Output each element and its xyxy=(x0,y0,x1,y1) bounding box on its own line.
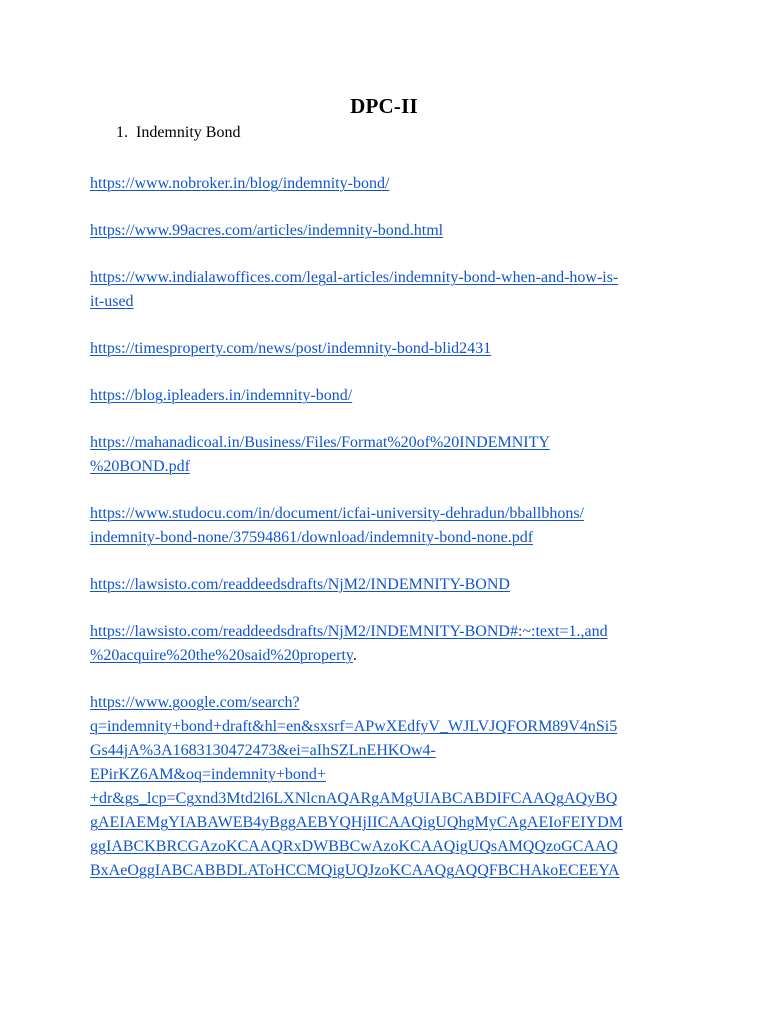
hyperlink[interactable]: https://www.99acres.com/articles/indemnity-bond.html xyxy=(90,222,444,239)
hyperlink[interactable]: Gs44jA%3A1683130472473&ei=aIhSZLnEHKOw4- xyxy=(90,742,436,759)
hyperlink[interactable]: EPirKZ6AM&oq=indemnity+bond+ xyxy=(90,766,326,783)
link-line xyxy=(90,337,690,361)
link-block xyxy=(90,219,690,243)
link-line xyxy=(90,787,690,811)
hyperlink[interactable]: BxAeOggIABCABBDLAToHCCMQigUQJzoKCAAQgAQQFBCHAkoECEEYA xyxy=(90,862,620,879)
link-block xyxy=(90,620,690,668)
link-block xyxy=(90,691,690,883)
hyperlink[interactable]: ggIABCKBRCGAzoKCAAQRxDWBBCwAzoKCAAQigUQsAMQQzoGCAAQ xyxy=(90,838,619,855)
link-block xyxy=(90,337,690,361)
hyperlink[interactable]: https://www.studocu.com/in/document/icfai-university-dehradun/bballbhons/ xyxy=(90,505,584,522)
list-item-number: 1. xyxy=(116,124,128,141)
list-item-label: Indemnity Bond xyxy=(136,124,241,141)
link-block xyxy=(90,266,690,314)
document-title: DPC-II xyxy=(350,94,418,118)
hyperlink[interactable]: https://blog.ipleaders.in/indemnity-bond/ xyxy=(90,387,353,404)
hyperlink[interactable]: %20acquire%20the%20said%20property xyxy=(90,647,353,664)
link-block xyxy=(90,384,690,408)
hyperlink[interactable]: https://timesproperty.com/news/post/indemnity-bond-blid2431 xyxy=(90,340,492,357)
link-line xyxy=(90,835,690,859)
link-line xyxy=(90,620,690,644)
hyperlink[interactable]: it-used xyxy=(90,293,134,310)
link-line xyxy=(90,290,690,314)
link-block xyxy=(90,573,690,597)
hyperlink[interactable]: https://www.indialawoffices.com/legal-articles/indemnity-bond-when-and-how-is- xyxy=(90,269,619,286)
link-line xyxy=(90,573,690,597)
link-line xyxy=(90,266,690,290)
hyperlink[interactable]: gAEIAEMgYIABAWEB4yBggAEBYQHjIICAAQigUQhgMyCAgAEIoFEIYDM xyxy=(90,814,623,831)
link-line xyxy=(90,172,690,196)
link-line xyxy=(90,691,690,715)
link-line xyxy=(90,502,690,526)
link-block xyxy=(90,172,690,196)
link-line xyxy=(90,526,690,550)
link-list xyxy=(90,172,690,906)
link-line xyxy=(90,859,690,883)
trailing-punctuation: . xyxy=(352,647,357,664)
hyperlink[interactable]: https://mahanadicoal.in/Business/Files/Format%20of%20INDEMNITY xyxy=(90,434,550,451)
link-line xyxy=(90,431,690,455)
link-line xyxy=(90,644,690,668)
hyperlink[interactable]: +dr&gs_lcp=Cgxnd3Mtd2l6LXNlcnAQARgAMgUIABCABDIFCAAQgAQyBQ xyxy=(90,790,618,807)
link-line xyxy=(90,455,690,479)
hyperlink[interactable]: q=indemnity+bond+draft&hl=en&sxsrf=APwXEdfyV_WJLVJQFORM89V4nSi5 xyxy=(90,718,618,735)
hyperlink[interactable]: https://lawsisto.com/readdeedsdrafts/NjM2/INDEMNITY-BOND xyxy=(90,576,510,593)
link-line xyxy=(90,715,690,739)
link-block xyxy=(90,431,690,479)
link-line xyxy=(90,739,690,763)
hyperlink[interactable]: https://lawsisto.com/readdeedsdrafts/NjM2/INDEMNITY-BOND#:~:text=1.,and xyxy=(90,623,608,640)
hyperlink[interactable]: https://www.nobroker.in/blog/indemnity-bond/ xyxy=(90,175,390,192)
link-line xyxy=(90,384,690,408)
link-line xyxy=(90,811,690,835)
link-line xyxy=(90,219,690,243)
hyperlink[interactable]: indemnity-bond-none/37594861/download/indemnity-bond-none.pdf xyxy=(90,529,534,546)
link-line xyxy=(90,763,690,787)
link-block xyxy=(90,502,690,550)
hyperlink[interactable]: %20BOND.pdf xyxy=(90,458,190,475)
hyperlink[interactable]: https://www.google.com/search? xyxy=(90,694,300,711)
list-item xyxy=(116,124,240,142)
